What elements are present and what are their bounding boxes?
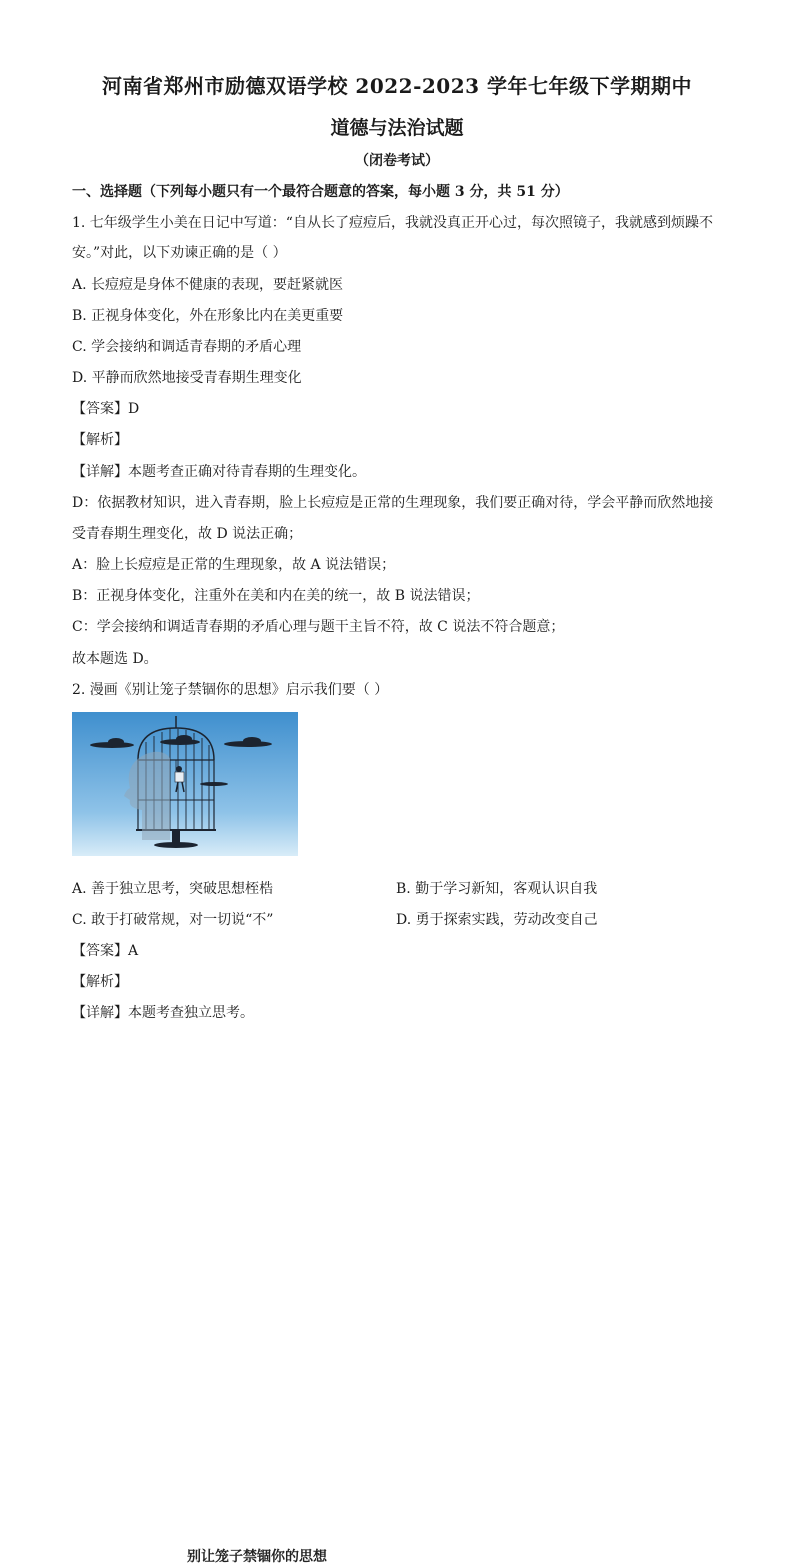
- q1-answer: 【答案】D: [72, 401, 140, 417]
- q1-explain-b: B：正视身体变化，注重外在美和内在美的统一，故 B 说法错误；: [72, 588, 480, 604]
- section-heading-choice: 一、选择题（下列每小题只有一个最符合题意的答案，每小题 3 分，共 51 分）: [72, 184, 569, 200]
- exam-title: 河南省郑州市励德双语学校 2022-2023 学年七年级下学期期中: [101, 74, 693, 98]
- q1-option-d: D. 平静而欣然地接受青春期生理变化: [72, 370, 302, 386]
- q2-answer: 【答案】A: [72, 943, 139, 959]
- cartoon-illustration: [72, 712, 298, 856]
- q1-option-b: B. 正视身体变化，外在形象比内在美更重要: [72, 308, 344, 324]
- q2-stem: 2. 漫画《别让笼子禁锢你的思想》启示我们要（ ）: [72, 682, 389, 698]
- q2-detail: 【详解】本题考查独立思考。: [72, 1005, 254, 1021]
- q1-stem-line1: 1. 七年级学生小美在日记中写道：“自从长了痘痘后，我就没真正开心过，每次照镜子，我就感到烦躁不: [72, 215, 713, 231]
- q2-option-b: B. 勤于学习新知，客观认识自我: [396, 881, 598, 897]
- q1-analysis-label: 【解析】: [72, 432, 128, 448]
- q1-explain-d-line1: D：依据教材知识，进入青春期，脸上长痘痘是正常的生理现象，我们要正确对待，学会平静而欣然地接: [72, 495, 714, 511]
- q1-stem-line2: 安。”对此，以下劝谏正确的是（ ）: [72, 245, 287, 261]
- exam-mode-subtitle: （闭卷考试）: [355, 153, 439, 169]
- q2-option-c: C. 敢于打破常规，对一切说“不”: [72, 912, 274, 928]
- q1-detail: 【详解】本题考查正确对待青春期的生理变化。: [72, 464, 366, 480]
- q1-option-a: A. 长痘痘是身体不健康的表现，要赶紧就医: [72, 277, 344, 293]
- q2-analysis-label: 【解析】: [72, 974, 128, 990]
- q1-explain-a: A：脸上长痘痘是正常的生理现象，故 A 说法错误；: [72, 557, 396, 573]
- exam-subject-title: 道德与法治试题: [330, 117, 464, 139]
- q1-explain-d-line2: 受青春期生理变化，故 D 说法正确；: [72, 526, 303, 542]
- q1-option-c: C. 学会接纳和调适青春期的矛盾心理: [72, 339, 302, 355]
- q1-conclusion: 故本题选 D。: [72, 651, 158, 667]
- q1-explain-c: C：学会接纳和调适青春期的矛盾心理与题干主旨不符，故 C 说法不符合题意；: [72, 619, 565, 635]
- cartoon-caption: 别让笼子禁锢你的思想: [144, 1546, 370, 1568]
- q2-option-a: A. 善于独立思考，突破思想桎梏: [72, 881, 274, 897]
- q2-option-d: D. 勇于探索实践，劳动改变自己: [396, 912, 598, 928]
